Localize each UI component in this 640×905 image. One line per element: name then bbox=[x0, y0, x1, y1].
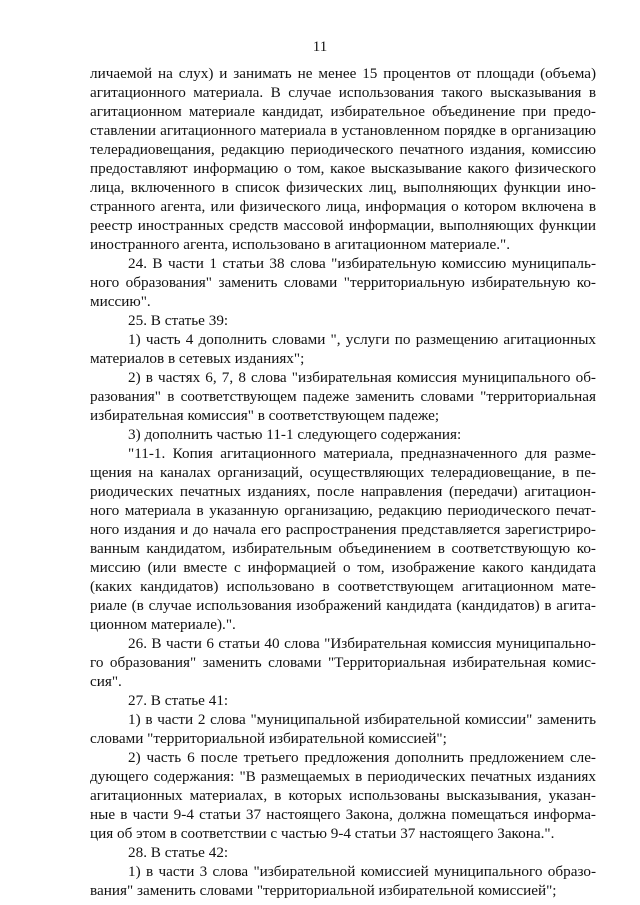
document-body bbox=[90, 64, 596, 900]
text-line: 2) часть 6 после третьего предложения дополнить предложением сле- bbox=[128, 749, 596, 766]
text-line: реестр иностранных средств массовой информации, выполняющих функции bbox=[90, 217, 596, 234]
text-line: иностранного агента, использовано в агитационном материале.". bbox=[90, 236, 511, 253]
text-line: "11-1. Копия агитационного материала, предназначенного для разме- bbox=[128, 445, 596, 462]
text-line: телерадиовещания, редакцию периодического печатного издания, комиссию bbox=[90, 141, 596, 158]
text-line: странного агента, или физического лица, информация о котором включена в bbox=[90, 198, 596, 215]
text-line: 27. В статье 41: bbox=[128, 692, 229, 709]
text-line: агитационном материале кандидат, избирательное объединение при предо- bbox=[90, 103, 596, 120]
text-line: го образования" заменить словами "Территориальная избирательная комис- bbox=[90, 654, 596, 671]
text-line: избирательная комиссия" в соответствующем падеже; bbox=[90, 407, 440, 424]
text-line: 1) часть 4 дополнить словами ", услуги по размещению агитационных bbox=[128, 331, 596, 348]
text-line: ция об этом в соответствии с частью 9-4 статьи 37 настоящего Закона.". bbox=[90, 825, 555, 842]
text-line: риодических печатных изданиях, после направления (передачи) агитацион- bbox=[90, 483, 596, 500]
text-line: (каких кандидатов) использовано в соответствующем агитационном мате- bbox=[90, 578, 596, 595]
text-line: вания" заменить словами "территориальной избирательной комиссией"; bbox=[90, 882, 557, 899]
text-line: предоставляют информацию о том, какое высказывание какого физического bbox=[90, 160, 596, 177]
text-line: риале (в случае использования изображений кандидата (кандидатов) в агита- bbox=[90, 597, 596, 614]
text-line: агитационного материала. В случае использования такого высказывания в bbox=[90, 84, 596, 101]
text-line: 26. В части 6 статьи 40 слова "Избирательная комиссия муниципально- bbox=[128, 635, 596, 652]
text-line: дующего содержания: "В размещаемых в периодических печатных изданиях bbox=[90, 768, 596, 785]
text-line: 1) в части 2 слова "муниципальной избирательной комиссии" заменить bbox=[128, 711, 596, 728]
text-line: миссию (или вместе с информацией о том, изображение какого кандидата bbox=[90, 559, 596, 576]
text-line: ного образования" заменить словами "территориальную избирательную ко- bbox=[90, 274, 596, 291]
text-line: ставлении агитационного материала в установленном порядке в организацию bbox=[90, 122, 596, 139]
text-line: 1) в части 3 слова "избирательной комиссией муниципального образо- bbox=[128, 863, 596, 880]
text-line: материалов в сетевых изданиях"; bbox=[90, 350, 305, 367]
text-line: 28. В статье 42: bbox=[128, 844, 229, 861]
text-line: ные в части 9-4 статьи 37 настоящего Закона, должна помещаться информа- bbox=[90, 806, 596, 823]
text-line: миссию". bbox=[90, 293, 151, 310]
text-line: сия". bbox=[90, 673, 122, 690]
text-line: ного издания и до начала его распространения представляется зарегистриро- bbox=[90, 521, 596, 538]
text-line: разования" в соответствующем падеже заменить словами "территориальная bbox=[90, 388, 596, 405]
text-line: лица, включенного в список физических лиц, выполняющих функции ино- bbox=[90, 179, 596, 196]
text-line: личаемой на слух) и занимать не менее 15 процентов от площади (объема) bbox=[90, 65, 596, 82]
text-line: агитационных материалах, в которых использованы высказывания, указан- bbox=[90, 787, 596, 804]
page-number: 11 bbox=[312, 39, 328, 55]
text-line: ванным кандидатом, избирательным объединением в соответствующую ко- bbox=[90, 540, 596, 557]
text-line: 2) в частях 6, 7, 8 слова "избирательная комиссия муниципального об- bbox=[128, 369, 596, 386]
text-line: ционном материале).". bbox=[90, 616, 236, 633]
text-line: 25. В статье 39: bbox=[128, 312, 229, 329]
text-line: словами "территориальной избирательной комиссией"; bbox=[90, 730, 447, 747]
text-line: ного материала в указанную организацию, редакцию периодического печат- bbox=[90, 502, 596, 519]
text-line: щения на каналах организаций, осуществляющих телерадиовещание, в пе- bbox=[90, 464, 596, 481]
text-line: 3) дополнить частью 11-1 следующего содержания: bbox=[128, 426, 462, 443]
text-line: 24. В части 1 статьи 38 слова "избирательную комиссию муниципаль- bbox=[128, 255, 596, 272]
